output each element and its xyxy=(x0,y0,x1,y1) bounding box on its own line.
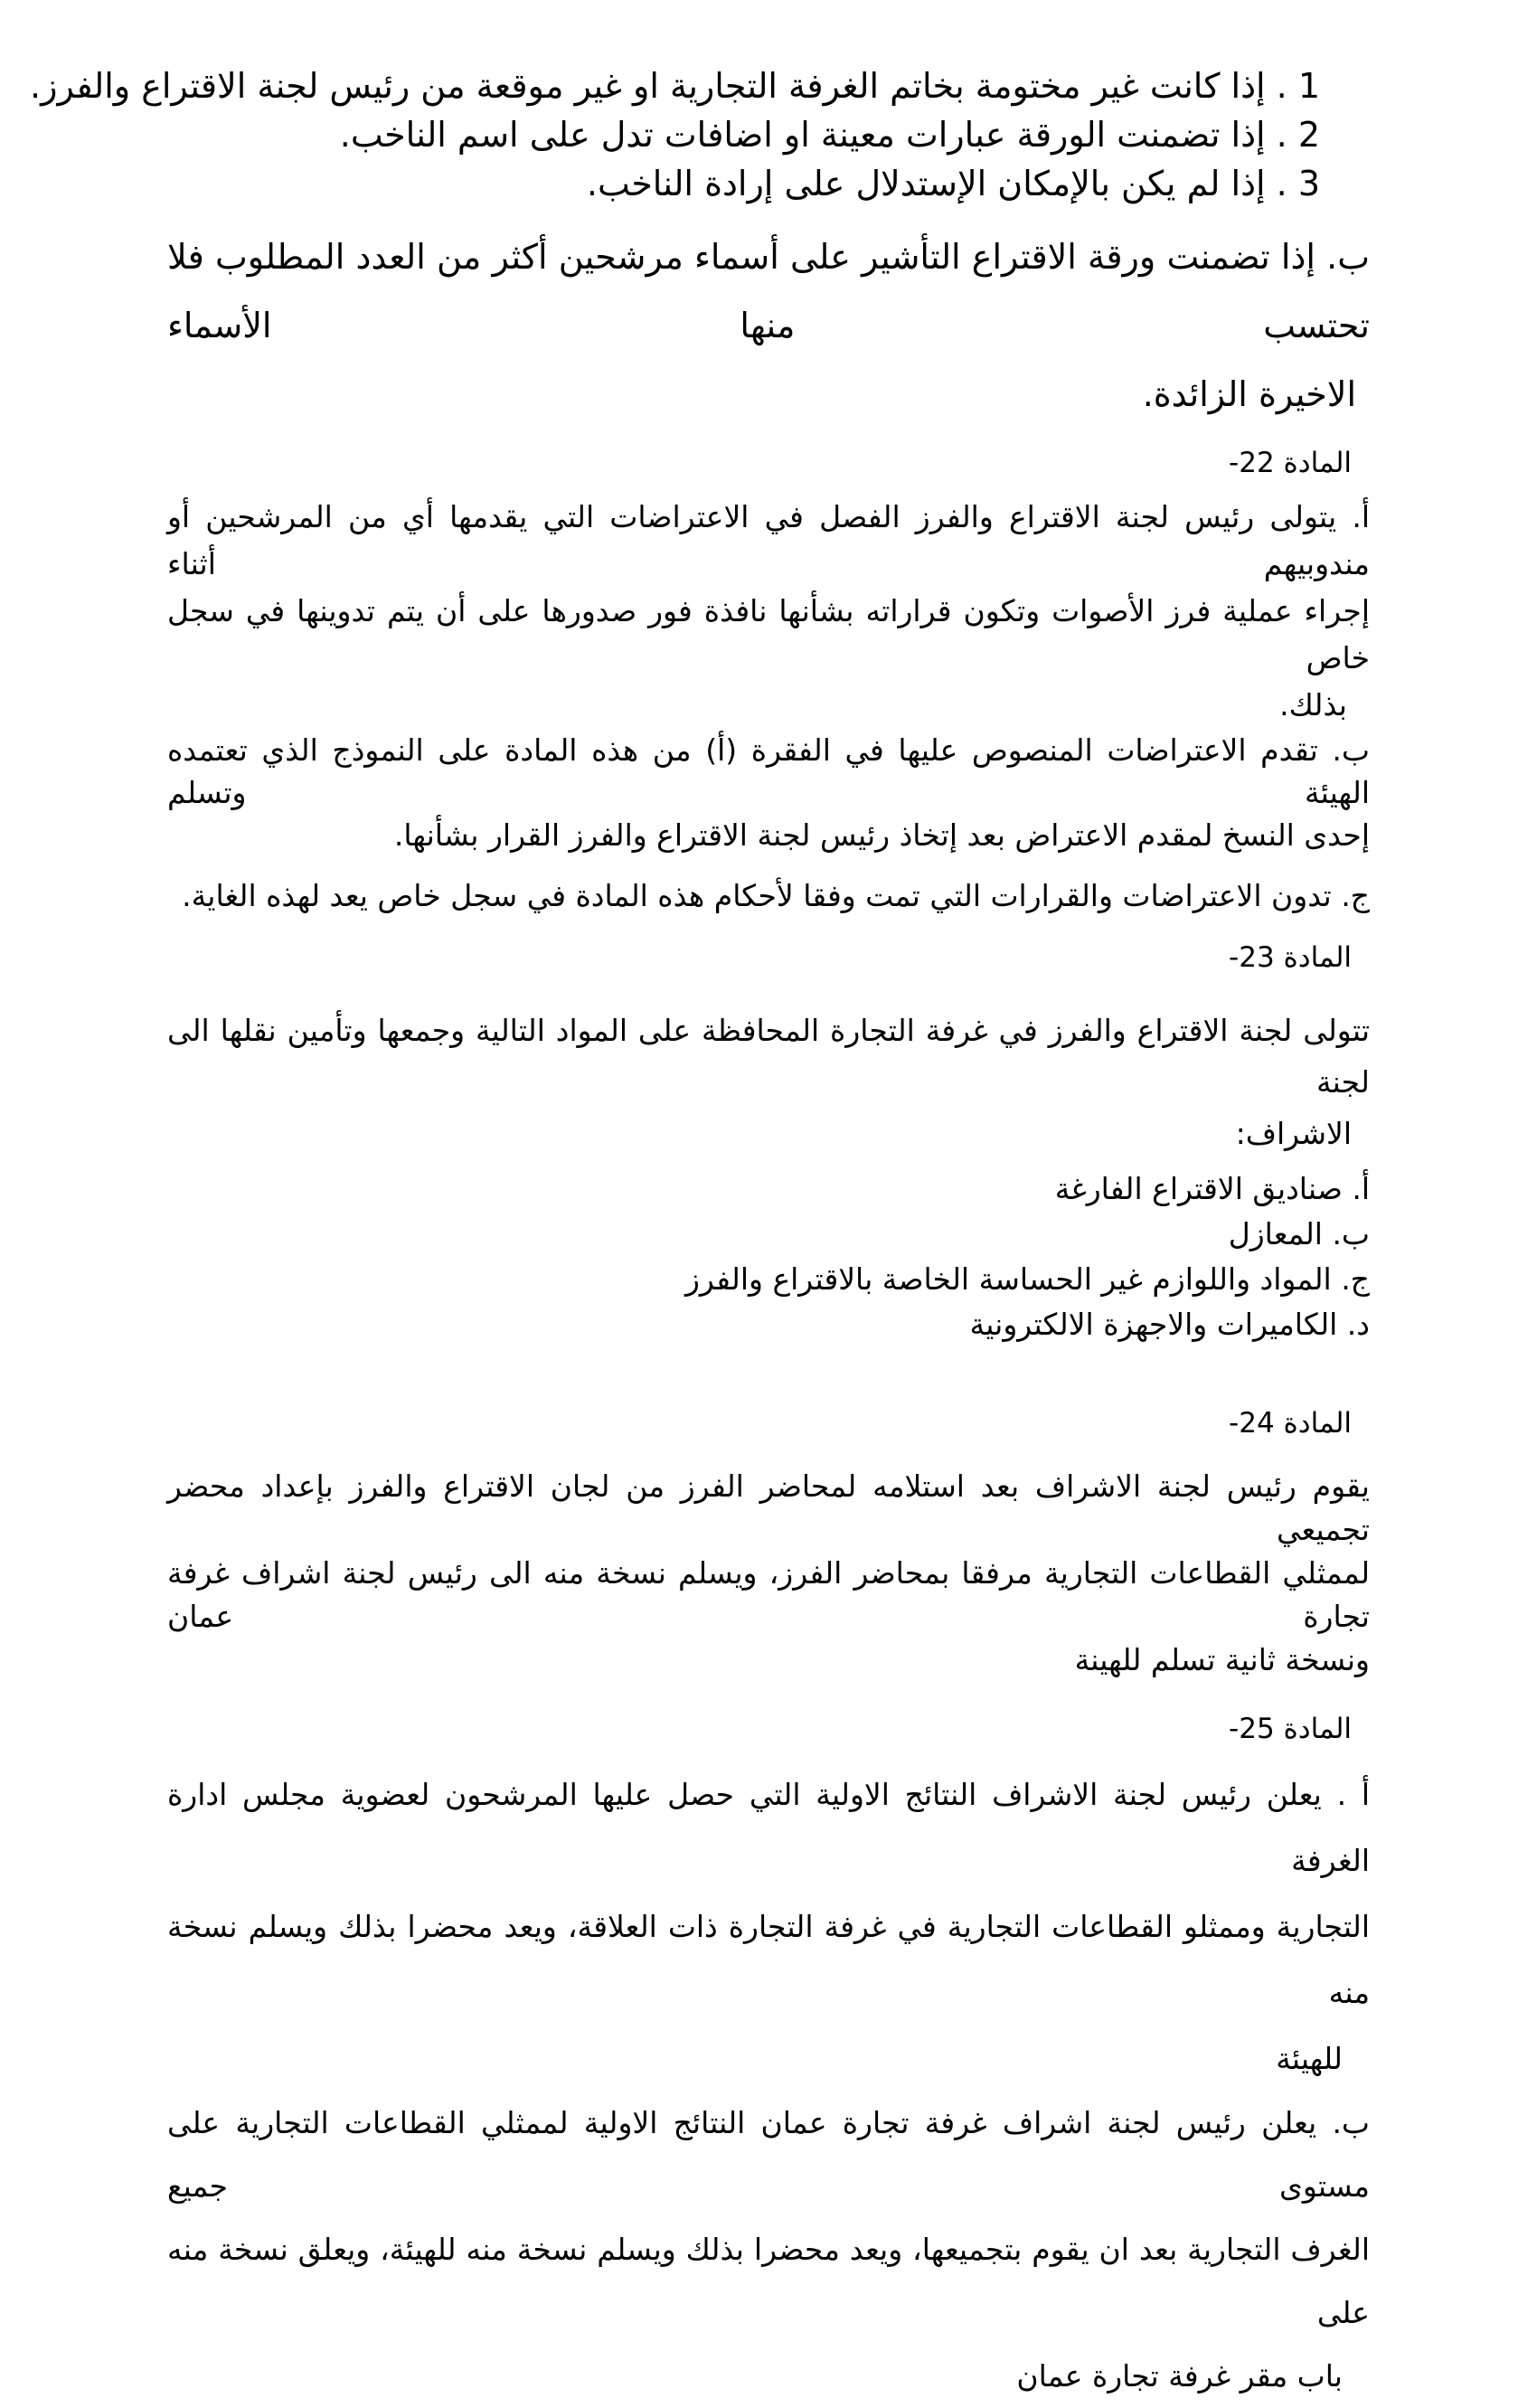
article-25-clause-b-line-2: الغرف التجارية بعد ان يقوم بتجميعها، ويعد محضرا بذلك ويسلم نسخة منه للهيئة، ويعلق نسخة منه على xyxy=(167,2232,1370,2330)
invalid-ballot-rule-3: 3 . إذا لم يكن بالإمكان الإستدلال على إرادة الناخب. xyxy=(586,164,1320,203)
article-24-body-line-1: يقوم رئيس لجنة الاشراف بعد استلامه لمحاضر الفرز من لجان الاقتراع والفرز بإعداد محضر تجميعي xyxy=(167,1468,1370,1547)
article-25-clause-a-line-2: التجارية وممثلو القطاعات التجارية في غرفة التجارة ذات العلاقة، ويعد محضرا بذلك ويسلم نسخة منه xyxy=(167,1909,1370,2010)
article-22-clause-b-line-2: إحدى النسخ لمقدم الاعتراض بعد إتخاذ رئيس لجنة الاقتراع والفرز القرار بشأنها. xyxy=(393,817,1370,853)
clause-b-extra-names xyxy=(167,222,1370,429)
article-22-clause-b-line-1: ب. تقدم الاعتراضات المنصوص عليها في الفقرة (أ) من هذه المادة على النموذج الذي تعتمده الهيئة وتسلم xyxy=(167,732,1370,810)
article-25-clause-a xyxy=(167,1761,1370,2092)
invalid-ballot-rule-1: 1 . إذا كانت غير مختومة بخاتم الغرفة التجارية او غير موقعة من رئيس لجنة الاقتراع والفرز. xyxy=(30,66,1320,106)
clause-b-extra-names-line-1: ب. إذا تضمنت ورقة الاقتراع التأشير على أسماء مرشحين أكثر من العدد المطلوب فلا تحتسب منها الأسماء xyxy=(167,237,1370,345)
article-23-intro-line-1: تتولى لجنة الاقتراع والفرز في غرفة التجارة المحافظة على المواد التالية وجمعها وتأمين نقلها الى لجنة xyxy=(167,1013,1370,1100)
article-22-heading: المادة 22- xyxy=(1229,447,1352,479)
article-25-clause-a-line-3: للهيئة xyxy=(1276,2041,1343,2076)
article-23-intro-line-2: الاشراف: xyxy=(1235,1116,1352,1151)
article-22-clause-a xyxy=(167,494,1370,729)
article-23-intro xyxy=(167,1005,1370,1159)
article-22-clause-a-line-3: بذلك. xyxy=(1279,687,1347,722)
article-23-materials-list xyxy=(167,1166,1370,1347)
article-22-clause-b xyxy=(167,729,1370,856)
article-22-clause-a-line-2: إجراء عملية فرز الأصوات وتكون قراراته بشأنها نافذة فور صدورها على أن يتم تدوينها في سجل خاص xyxy=(167,593,1370,675)
article-25-clause-a-line-1: أ . يعلن رئيس لجنة الاشراف النتائج الاولية التي حصل عليها المرشحون لعضوية مجلس ادارة الغرفة xyxy=(167,1777,1370,1878)
article-23-item-b: ب. المعازل xyxy=(1228,1216,1370,1251)
article-24-body-line-2: لممثلي القطاعات التجارية مرفقا بمحاضر الفرز، ويسلم نسخة منه الى رئيس لجنة اشراف غرفة تجارة عمان xyxy=(167,1555,1370,1634)
article-24-heading: المادة 24- xyxy=(1229,1407,1352,1440)
article-25-clause-b-line-1: ب. يعلن رئيس لجنة اشراف غرفة تجارة عمان النتائج الاولية لممثلي القطاعات التجارية على مستوى جميع xyxy=(167,2105,1370,2204)
article-23-item-d: د. الكاميرات والاجهزة الالكترونية xyxy=(969,1307,1370,1342)
article-22-clause-c xyxy=(167,874,1370,918)
article-25-clause-b xyxy=(167,2092,1370,2408)
article-23-item-a: أ. صناديق الاقتراع الفارغة xyxy=(1054,1171,1370,1206)
article-24-body-line-3: ونسخة ثانية تسلم للهينة xyxy=(1074,1642,1370,1677)
invalid-ballot-rule-2: 2 . إذا تضمنت الورقة عبارات معينة او اضافات تدل على اسم الناخب. xyxy=(339,115,1320,155)
article-25-clause-b-line-3: باب مقر غرفة تجارة عمان xyxy=(1016,2358,1343,2394)
article-22-clause-a-line-1: أ. يتولى رئيس لجنة الاقتراع والفرز الفصل في الاعتراضات التي يقدمها أي من المرشحين أو مندوبيهم أثناء xyxy=(167,499,1370,581)
article-23-item-c: ج. المواد واللوازم غير الحساسة الخاصة بالاقتراع والفرز xyxy=(684,1261,1370,1297)
article-22-clause-c-line-1: ج. تدون الاعتراضات والقرارات التي تمت وفقا لأحكام هذه المادة في سجل خاص يعد لهذه الغاية. xyxy=(182,878,1370,913)
clause-b-extra-names-line-2: الاخيرة الزائدة. xyxy=(1142,374,1356,414)
article-24-body xyxy=(167,1465,1370,1682)
article-25-heading: المادة 25- xyxy=(1229,1713,1352,1745)
article-23-heading: المادة 23- xyxy=(1229,941,1352,974)
invalid-ballot-rules-list xyxy=(30,61,1370,208)
